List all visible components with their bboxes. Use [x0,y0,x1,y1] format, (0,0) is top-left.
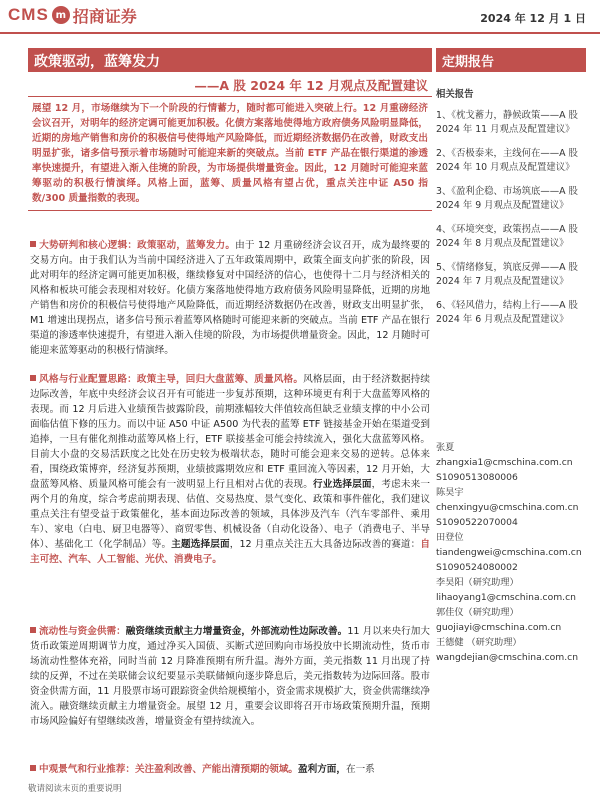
paragraph-market-view [28,238,432,358]
logo-chinese: 招商证券 [72,6,137,26]
analyst-name: 陈昊宇 [436,487,464,498]
sidebar [436,88,586,337]
related-report-item[interactable]: 3、《盈利企稳、市场筑底——A 股 2024 年 9 月观点及配置建议》 [436,185,578,211]
logo-latin: CMS [8,5,49,24]
para-lead: 大势研判和核心逻辑：政策驱动，蓝筹发力。 [39,240,236,251]
bullet-square-icon [30,241,36,247]
title-banner [28,48,432,72]
related-reports-heading: 相关报告 [436,89,474,100]
bullet-square-icon [30,627,36,633]
analyst-name: 张夏 [436,442,455,453]
main-title: 政策驱动，蓝筹发力 [34,54,160,70]
analyst-name: 李昊阳（研究助理） [436,577,519,588]
page-header [0,0,600,38]
para-body: 由于 12 月重磅经济会议召开，成为最终要的交易方向。由于我们认为当前中国经济进入了五年政策周期中，政策全面支向扩张的阶段，因此对明年的经济定调可能更加积极，继续修复对中国经济的信心，也使得十二月与经济相关的风格和板块可能会表现相对较好。化债方案落地使得地方政府债务风险明显降低，近期的房地产销售和房价的积极信号使得地产风险降低，而近期经济数据仍在改善，财政支出明显扩张，M1 增速出现拐点，诸多信号预示着蓝筹风格随时可能迎来新的突破点。当前 ETF 产品在银行渠道的渗透率快速提升，有望进入渐入佳境的阶段，为市场提供增量资金。因此，12 月随时可能迎来蓝筹驱动的积极行情演绎。 [30,240,430,356]
related-report-item[interactable]: 1、《枕戈蓄力，静候政策——A 股 2024 年 11 月观点及配置建议》 [436,109,578,135]
analyst-name: 田登位 [436,532,464,543]
header-rule [0,32,600,34]
para-lead: 中观景气和行业推荐： [39,764,135,775]
bullet-square-icon [30,765,36,771]
analyst-contacts [436,440,586,665]
analyst-name: 郭佳仪（研究助理） [436,607,519,618]
para-body: 11 月以来央行加大货币政策逆周期调节力度，通过净买入国债、买断式逆回购向市场投放中长期流动性，货币市场流动性整体充裕，同时当前 12 月降准预期有所升温。海外方面，美元指数 11 月出现了持续的反弹，不过在美联储会议纪要显示美联储倾向逐步降息后，美元指数转为边际回落。股市资金供需方面，11 月股票市场可跟踪资金供给规模缩小，资金需求规模扩大，资金供需继续净流入。融资继续贡献主力增量资金。展望 12 月，重要会议即将召开市场政策预期升温，预期市场风险偏好有望继续改善，增量资金有望持续流入。 [30,626,431,727]
para-bold: 融资继续贡献主力增量资金，外部流动性边际改善。 [125,626,348,637]
para-label: 行业选择层面 [313,479,372,490]
analyst-id: S1090513080006 [436,472,518,483]
para-highlight: 自主可控、汽车、人工智能、光伏、消费电子。 [30,539,431,565]
report-type-banner [436,48,586,72]
para-body: ，12 月重点关注五大具备边际改善的赛道： [229,539,421,550]
para-label: 主题选择层面 [171,539,230,550]
para-body: 在一系 [346,764,375,775]
cms-logo [8,2,137,28]
analyst-email[interactable]: zhangxia1@cmschina.com.cn [436,457,573,468]
analyst-email[interactable]: guojiayi@cmschina.com.cn [436,622,562,633]
para-lead: 风格与行业配置思路：政策主导，回归大盘蓝筹、质量风格。 [39,374,304,385]
related-report-item[interactable]: 4、《环境突变，政策拐点——A 股 2024 年 8 月观点及配置建议》 [436,223,578,249]
logo-badge-icon: m [52,6,70,24]
analyst-id: S1090524080002 [436,562,518,573]
para-lead: 流动性与资金供需： [39,626,126,637]
report-type: 定期报告 [442,55,495,70]
analyst-name: 王德健 （研究助理） [436,637,522,648]
related-report-item[interactable]: 5、《情绪修复，筑底反弹——A 股 2024 年 7 月观点及配置建议》 [436,261,578,287]
main-column [28,96,432,775]
analyst-email[interactable]: chenxingyu@cmschina.com.cn [436,502,579,513]
paragraph-liquidity [28,624,432,729]
sub-title: ——A 股 2024 年 12 月观点及配置建议 [194,78,428,93]
analyst-email[interactable]: wangdejian@cmschina.com.cn [436,652,579,663]
bullet-square-icon [30,375,36,381]
report-date: 2024 年 12 月 1 日 [480,12,586,25]
footer-disclaimer: 敬请阅读末页的重要说明 [28,784,122,794]
related-report-item[interactable]: 6、《轻风借力，结构上行——A 股 2024 年 6 月观点及配置建议》 [436,299,578,325]
analyst-email[interactable]: lihaoyang1@cmschina.com.cn [436,592,576,603]
analyst-id: S1090522070004 [436,517,518,528]
para-bold: 盈利方面， [298,764,346,775]
para-body: ，考虑未来一两个月的角度，综合考虑前期表现、估值、交易热度、景气变化、政策和事件催化，我们建议重点关注有望受益于政策催化，基本面边际改善的领域，具体涉及汽车（汽车零部件、乘用车）、家电（白电、厨卫电器等）、商贸零售、机械设备（自动化设备）、电子（消费电子、半导体）、基础化工（化学制品）等。 [30,479,431,550]
para-body: 风格层面，由于经济数据持续边际改善，年底中央经济会议召开有可能进一步复苏预期，这种环境更有利于大盘蓝筹风格的表现。而 12 月后进入业绩预告披露阶段，前期涨幅较大伴值较高但缺乏业绩支撑的中小公司面临估值下修的压力。而以中证 A50 中证 A500 为代表的蓝筹 ETF 链接基金开始在渠道受到追捧，一旦有催化剂推动蓝筹风格上行，ETF 联接基金可能会持续流入，强化大盘蓝筹风格。目前大小盘的交易活跃度之比处在历史较为极端状态，随时可能会迎来交易的逆转。总体来看，围绕政策博弈，经济复苏预期，业绩披露期效应和 ETF 重回流入等因素，12 月开始，大盘蓝筹风格、质量风格可能会有一波明显上行且相对占优的表现。 [30,374,431,490]
paragraph-sector [28,762,377,777]
para-highlight: 关注盈利改善、产能出清预期的领域。 [134,764,299,775]
summary-box: 展望 12 月，市场继续为下一个阶段的行情蓄力，随时都可能进入突破上行。12 月重磅经济会议召开，对明年的经济定调可能更加积极。化债方案落地使得地方政府债务风险明显降低，近期的房地产销售和房价的积极信号使得地产风险降低，而近期经济数据仍在改善，财政支出明显扩张，诸多信号预示着市场随时可能迎来新的突破点。当前 ETF 产品在银行渠道的渗透率快速提升，有望进入渐入佳境的阶段，为市场提供增量资金。因此，12 月随时可能迎来蓝筹驱动的积极行情演绎。风格上面，蓝筹、质量风格有望占优，重点关注中证 A50 指数/300 质量指数的表现。 [28,96,432,211]
paragraph-style-allocation [28,372,432,567]
analyst-email[interactable]: tiandengwei@cmschina.com.cn [436,547,582,558]
related-report-item[interactable]: 2、《否极泰来，主线何在——A 股 2024 年 10 月观点及配置建议》 [436,147,578,173]
